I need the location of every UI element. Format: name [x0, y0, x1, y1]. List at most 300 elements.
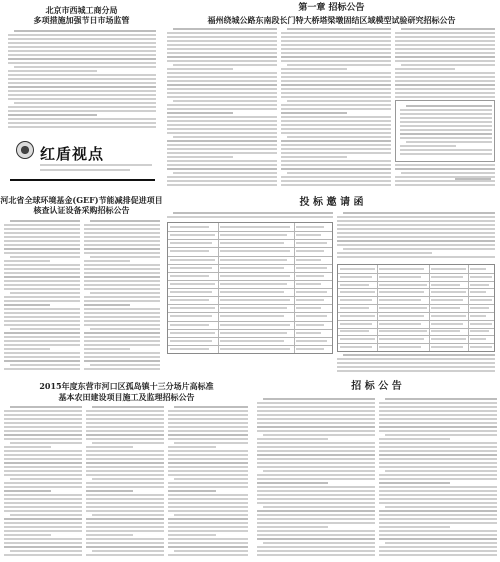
- table-row-divider: [168, 337, 332, 338]
- text-line-placeholder: [84, 224, 160, 226]
- article-column: [168, 406, 248, 558]
- table-cell-placeholder: [431, 284, 460, 286]
- text-line-placeholder: [4, 518, 82, 520]
- text-line-placeholder: [395, 44, 495, 46]
- text-line-placeholder: [167, 180, 277, 182]
- text-line-placeholder: [4, 228, 80, 230]
- text-line-placeholder: [281, 32, 391, 34]
- table-cell-placeholder: [296, 299, 324, 301]
- text-line-placeholder: [379, 422, 497, 424]
- text-line-placeholder: [86, 474, 164, 476]
- table-cell-placeholder: [296, 307, 321, 309]
- text-line-placeholder: [400, 125, 492, 127]
- text-line-placeholder: [257, 418, 375, 420]
- text-line-placeholder: [168, 546, 248, 548]
- article-title-line2: 基本农田建设项目施工及监理招标公告: [58, 392, 195, 402]
- article-column: [84, 220, 160, 372]
- text-line-placeholder: [167, 56, 277, 58]
- text-line-placeholder: [379, 418, 497, 420]
- text-line-placeholder: [86, 494, 164, 496]
- text-line-placeholder: [10, 478, 82, 480]
- text-line-placeholder: [14, 30, 156, 32]
- text-line-placeholder: [168, 538, 248, 540]
- table-cell-placeholder: [170, 226, 209, 228]
- text-line-placeholder: [257, 486, 375, 488]
- text-line-placeholder: [281, 156, 347, 158]
- text-line-placeholder: [8, 94, 156, 96]
- text-line-placeholder: [281, 44, 391, 46]
- text-line-placeholder: [281, 164, 391, 166]
- text-line-placeholder: [168, 446, 216, 448]
- text-line-placeholder: [8, 50, 156, 52]
- text-line-placeholder: [92, 442, 164, 444]
- text-line-placeholder: [168, 426, 248, 428]
- text-line-placeholder: [337, 228, 495, 230]
- text-line-placeholder: [4, 470, 82, 472]
- text-line-placeholder: [337, 224, 495, 226]
- table-cell-placeholder: [470, 276, 492, 278]
- text-line-placeholder: [168, 418, 248, 420]
- text-line-placeholder: [8, 54, 156, 56]
- text-line-placeholder: [337, 232, 495, 234]
- text-line-placeholder: [168, 510, 248, 512]
- table-cell-placeholder: [170, 324, 209, 326]
- text-line-placeholder: [173, 28, 277, 30]
- table-cell-placeholder: [340, 291, 375, 293]
- text-line-placeholder: [86, 522, 164, 524]
- text-line-placeholder: [86, 546, 164, 548]
- table-col-divider: [377, 265, 378, 351]
- text-line-placeholder: [84, 296, 160, 298]
- text-line-placeholder: [168, 494, 248, 496]
- table-cell-placeholder: [340, 338, 375, 340]
- text-line-placeholder: [4, 336, 80, 338]
- text-line-placeholder: [281, 168, 391, 170]
- table-cell-placeholder: [470, 268, 486, 270]
- text-line-placeholder: [168, 506, 248, 508]
- text-line-placeholder: [281, 108, 391, 110]
- text-line-placeholder: [257, 522, 375, 524]
- text-line-placeholder: [167, 68, 233, 70]
- text-line-placeholder: [8, 114, 97, 116]
- text-line-placeholder: [379, 526, 450, 528]
- text-line-placeholder: [4, 542, 82, 544]
- subtitle-placeholder: [40, 164, 152, 166]
- text-line-placeholder: [8, 34, 156, 36]
- text-line-placeholder: [4, 534, 51, 536]
- text-line-placeholder: [257, 406, 375, 408]
- text-line-placeholder: [4, 422, 82, 424]
- bid-table-left: [167, 222, 333, 354]
- text-line-placeholder: [287, 64, 391, 66]
- text-line-placeholder: [84, 344, 160, 346]
- text-line-placeholder: [379, 438, 450, 440]
- text-line-placeholder: [337, 256, 495, 258]
- table-row-divider: [338, 296, 494, 297]
- text-line-placeholder: [395, 184, 495, 186]
- text-line-placeholder: [168, 462, 248, 464]
- text-line-placeholder: [385, 398, 497, 400]
- table-cell-placeholder: [170, 299, 209, 301]
- text-line-placeholder: [4, 356, 80, 358]
- text-line-placeholder: [4, 260, 50, 262]
- text-line-placeholder: [257, 498, 375, 500]
- text-line-placeholder: [8, 110, 156, 112]
- text-line-placeholder: [257, 518, 375, 520]
- table-cell-placeholder: [170, 242, 212, 244]
- article-fuzhou-bridge: [163, 0, 500, 192]
- table-cell-placeholder: [431, 323, 463, 325]
- text-line-placeholder: [400, 145, 456, 147]
- text-line-placeholder: [168, 482, 248, 484]
- table-cell-placeholder: [296, 332, 321, 334]
- text-line-placeholder: [257, 450, 375, 452]
- text-line-placeholder: [8, 74, 156, 76]
- table-cell-placeholder: [379, 291, 424, 293]
- text-line-placeholder: [84, 316, 160, 318]
- text-line-placeholder: [10, 406, 82, 408]
- text-line-placeholder: [263, 470, 375, 472]
- text-line-placeholder: [379, 486, 497, 488]
- text-line-placeholder: [90, 220, 160, 222]
- text-line-placeholder: [168, 518, 248, 520]
- text-line-placeholder: [4, 498, 82, 500]
- text-line-placeholder: [8, 122, 156, 124]
- article-column: [86, 406, 164, 558]
- text-line-placeholder: [281, 148, 391, 150]
- table-row-divider: [168, 231, 332, 232]
- text-line-placeholder: [168, 554, 248, 556]
- contact-box-body: [400, 105, 492, 159]
- text-line-placeholder: [337, 240, 495, 242]
- table-row-divider: [168, 272, 332, 273]
- table-cell-placeholder: [170, 340, 212, 342]
- table-row-divider: [168, 345, 332, 346]
- text-line-placeholder: [167, 168, 277, 170]
- bid-table-right: [337, 264, 495, 352]
- text-line-placeholder: [4, 224, 80, 226]
- text-line-placeholder: [281, 128, 391, 130]
- text-line-placeholder: [174, 406, 248, 408]
- text-line-placeholder: [287, 172, 391, 174]
- text-line-placeholder: [400, 133, 492, 135]
- table-cell-placeholder: [220, 291, 284, 293]
- text-line-placeholder: [167, 44, 277, 46]
- text-line-placeholder: [8, 78, 156, 80]
- table-cell-placeholder: [431, 330, 460, 332]
- text-line-placeholder: [257, 402, 375, 404]
- table-cell-placeholder: [470, 338, 486, 340]
- table-cell-placeholder: [170, 315, 212, 317]
- text-line-placeholder: [4, 280, 80, 282]
- table-cell-placeholder: [379, 346, 421, 348]
- text-line-placeholder: [167, 36, 277, 38]
- article-column: [4, 220, 80, 372]
- text-line-placeholder: [84, 264, 160, 266]
- text-line-placeholder: [4, 352, 80, 354]
- text-line-placeholder: [86, 530, 164, 532]
- text-line-placeholder: [92, 478, 164, 480]
- text-line-placeholder: [168, 458, 248, 460]
- article-hebei-gef: [0, 192, 163, 376]
- text-line-placeholder: [287, 100, 391, 102]
- text-line-placeholder: [4, 538, 82, 540]
- text-line-placeholder: [281, 112, 347, 114]
- text-line-placeholder: [167, 112, 233, 114]
- text-line-placeholder: [4, 272, 80, 274]
- article-column: [379, 398, 497, 558]
- table-row-divider: [168, 280, 332, 281]
- text-line-placeholder: [86, 462, 164, 464]
- text-line-placeholder: [167, 116, 277, 118]
- text-line-placeholder: [4, 312, 80, 314]
- table-cell-placeholder: [340, 330, 369, 332]
- text-line-placeholder: [281, 48, 391, 50]
- text-line-placeholder: [401, 28, 495, 30]
- table-cell-placeholder: [170, 291, 212, 293]
- text-line-placeholder: [86, 506, 164, 508]
- text-line-placeholder: [167, 144, 277, 146]
- text-line-placeholder: [257, 414, 375, 416]
- text-line-placeholder: [257, 478, 375, 480]
- text-line-placeholder: [257, 438, 328, 440]
- text-line-placeholder: [257, 510, 375, 512]
- text-line-placeholder: [4, 494, 82, 496]
- text-line-placeholder: [385, 434, 497, 436]
- text-line-placeholder: [379, 406, 497, 408]
- text-line-placeholder: [281, 132, 391, 134]
- text-line-placeholder: [257, 494, 375, 496]
- text-line-placeholder: [263, 506, 375, 508]
- text-line-placeholder: [4, 522, 82, 524]
- text-line-placeholder: [257, 550, 375, 552]
- text-line-placeholder: [281, 184, 391, 186]
- text-line-placeholder: [379, 474, 497, 476]
- text-line-placeholder: [8, 126, 156, 128]
- text-line-placeholder: [86, 510, 164, 512]
- table-cell-placeholder: [379, 299, 421, 301]
- text-line-placeholder: [4, 462, 82, 464]
- text-line-placeholder: [168, 474, 248, 476]
- text-line-placeholder: [379, 534, 497, 536]
- table-cell-placeholder: [431, 307, 460, 309]
- table-cell-placeholder: [470, 299, 492, 301]
- text-line-placeholder: [167, 128, 277, 130]
- table-cell-placeholder: [340, 346, 372, 348]
- text-line-placeholder: [257, 458, 375, 460]
- text-line-placeholder: [173, 172, 277, 174]
- table-col-divider: [294, 223, 295, 353]
- text-line-placeholder: [400, 137, 492, 139]
- text-line-placeholder: [4, 502, 82, 504]
- table-cell-placeholder: [340, 315, 375, 317]
- table-cell-placeholder: [431, 268, 466, 270]
- badge-icon: [16, 141, 34, 159]
- text-line-placeholder: [4, 232, 80, 234]
- text-line-placeholder: [167, 52, 277, 54]
- text-line-placeholder: [10, 220, 80, 222]
- text-line-placeholder: [281, 124, 391, 126]
- article-title-line2: 多项措施加强节日市场监管: [33, 15, 130, 25]
- text-line-placeholder: [379, 458, 497, 460]
- text-line-placeholder: [168, 490, 216, 492]
- text-line-placeholder: [257, 454, 375, 456]
- text-line-placeholder: [4, 304, 50, 306]
- text-line-placeholder: [167, 140, 277, 142]
- table-cell-placeholder: [220, 324, 290, 326]
- text-line-placeholder: [4, 284, 80, 286]
- text-line-placeholder: [4, 300, 80, 302]
- subtitle-placeholder: [40, 169, 130, 171]
- text-line-placeholder: [343, 354, 495, 356]
- text-line-placeholder: [337, 244, 495, 246]
- article-title: 招 标 公 告: [351, 381, 402, 392]
- table-row-divider: [338, 312, 494, 313]
- text-line-placeholder: [86, 486, 164, 488]
- text-line-placeholder: [257, 462, 375, 464]
- text-line-placeholder: [395, 180, 495, 182]
- text-line-placeholder: [167, 120, 277, 122]
- table-cell-placeholder: [220, 267, 284, 269]
- text-line-placeholder: [257, 426, 375, 428]
- table-cell-placeholder: [296, 275, 324, 277]
- table-cell-placeholder: [379, 307, 427, 309]
- text-line-placeholder: [92, 406, 164, 408]
- text-line-placeholder: [14, 66, 156, 68]
- text-line-placeholder: [4, 276, 80, 278]
- text-line-placeholder: [10, 550, 82, 552]
- text-line-placeholder: [4, 348, 50, 350]
- text-line-placeholder: [281, 36, 391, 38]
- text-line-placeholder: [84, 252, 160, 254]
- text-line-placeholder: [8, 86, 156, 88]
- text-line-placeholder: [86, 418, 164, 420]
- table-cell-placeholder: [296, 242, 327, 244]
- text-line-placeholder: [4, 554, 82, 556]
- text-line-placeholder: [400, 121, 492, 123]
- text-line-placeholder: [173, 212, 333, 214]
- text-line-placeholder: [400, 149, 492, 151]
- table-cell-placeholder: [170, 332, 215, 334]
- text-line-placeholder: [4, 332, 80, 334]
- red-shield-view-title: 红盾视点: [40, 145, 105, 163]
- text-line-placeholder: [84, 336, 160, 338]
- text-line-placeholder: [406, 105, 492, 107]
- text-line-placeholder: [4, 450, 82, 452]
- text-line-placeholder: [4, 410, 82, 412]
- article-dongying-farmland: [0, 376, 253, 562]
- text-line-placeholder: [86, 410, 164, 412]
- text-line-placeholder: [4, 530, 82, 532]
- text-line-placeholder: [395, 80, 495, 82]
- text-line-placeholder: [395, 60, 495, 62]
- text-line-placeholder: [385, 470, 497, 472]
- text-line-placeholder: [8, 38, 156, 40]
- text-line-placeholder: [337, 220, 495, 222]
- text-line-placeholder: [4, 486, 82, 488]
- text-line-placeholder: [167, 76, 277, 78]
- text-line-placeholder: [167, 176, 277, 178]
- table-cell-placeholder: [220, 348, 290, 350]
- text-line-placeholder: [84, 332, 160, 334]
- text-line-placeholder: [400, 129, 492, 131]
- table-row-divider: [168, 256, 332, 257]
- text-line-placeholder: [84, 248, 160, 250]
- table-cell-placeholder: [296, 259, 321, 261]
- text-line-placeholder: [257, 538, 375, 540]
- table-cell-placeholder: [220, 250, 290, 252]
- text-line-placeholder: [84, 268, 160, 270]
- text-line-placeholder: [168, 542, 248, 544]
- text-line-placeholder: [281, 40, 391, 42]
- text-line-placeholder: [379, 550, 497, 552]
- text-line-placeholder: [84, 320, 160, 322]
- text-line-placeholder: [379, 522, 497, 524]
- text-line-placeholder: [281, 88, 391, 90]
- table-row-divider: [168, 264, 332, 265]
- text-line-placeholder: [86, 482, 164, 484]
- article-column: [167, 28, 277, 188]
- text-line-placeholder: [14, 102, 156, 104]
- table-col-divider: [218, 223, 219, 353]
- text-line-placeholder: [168, 530, 248, 532]
- text-line-placeholder: [84, 272, 160, 274]
- text-line-placeholder: [379, 414, 497, 416]
- table-row-divider: [338, 328, 494, 329]
- table-cell-placeholder: [296, 283, 321, 285]
- text-line-placeholder: [4, 288, 80, 290]
- text-line-placeholder: [395, 68, 455, 70]
- text-line-placeholder: [167, 104, 277, 106]
- text-line-placeholder: [379, 430, 497, 432]
- table-cell-placeholder: [296, 234, 321, 236]
- text-line-placeholder: [167, 184, 277, 186]
- text-line-placeholder: [8, 98, 156, 100]
- table-cell-placeholder: [296, 348, 324, 350]
- text-line-placeholder: [337, 358, 495, 360]
- table-cell-placeholder: [379, 276, 421, 278]
- text-line-placeholder: [8, 62, 156, 64]
- text-line-placeholder: [167, 48, 277, 50]
- text-line-placeholder: [379, 498, 497, 500]
- text-line-placeholder: [90, 364, 160, 366]
- text-line-placeholder: [167, 88, 277, 90]
- text-line-placeholder: [4, 490, 51, 492]
- table-cell-placeholder: [379, 315, 424, 317]
- text-line-placeholder: [281, 68, 347, 70]
- text-line-placeholder: [281, 72, 391, 74]
- text-line-placeholder: [84, 244, 160, 246]
- table-cell-placeholder: [340, 284, 369, 286]
- text-line-placeholder: [168, 454, 248, 456]
- article-body: [8, 30, 156, 130]
- text-line-placeholder: [379, 446, 497, 448]
- table-cell-placeholder: [220, 234, 287, 236]
- text-line-placeholder: [174, 478, 248, 480]
- text-line-placeholder: [84, 276, 160, 278]
- text-line-placeholder: [167, 84, 277, 86]
- table-cell-placeholder: [170, 259, 215, 261]
- table-cell-placeholder: [296, 340, 327, 342]
- text-line-placeholder: [8, 118, 156, 120]
- table-row-divider: [338, 273, 494, 274]
- text-line-placeholder: [168, 410, 248, 412]
- text-line-placeholder: [86, 446, 133, 448]
- table-cell-placeholder: [296, 250, 324, 252]
- table-cell-placeholder: [470, 291, 486, 293]
- text-line-placeholder: [281, 76, 391, 78]
- text-line-placeholder: [4, 324, 80, 326]
